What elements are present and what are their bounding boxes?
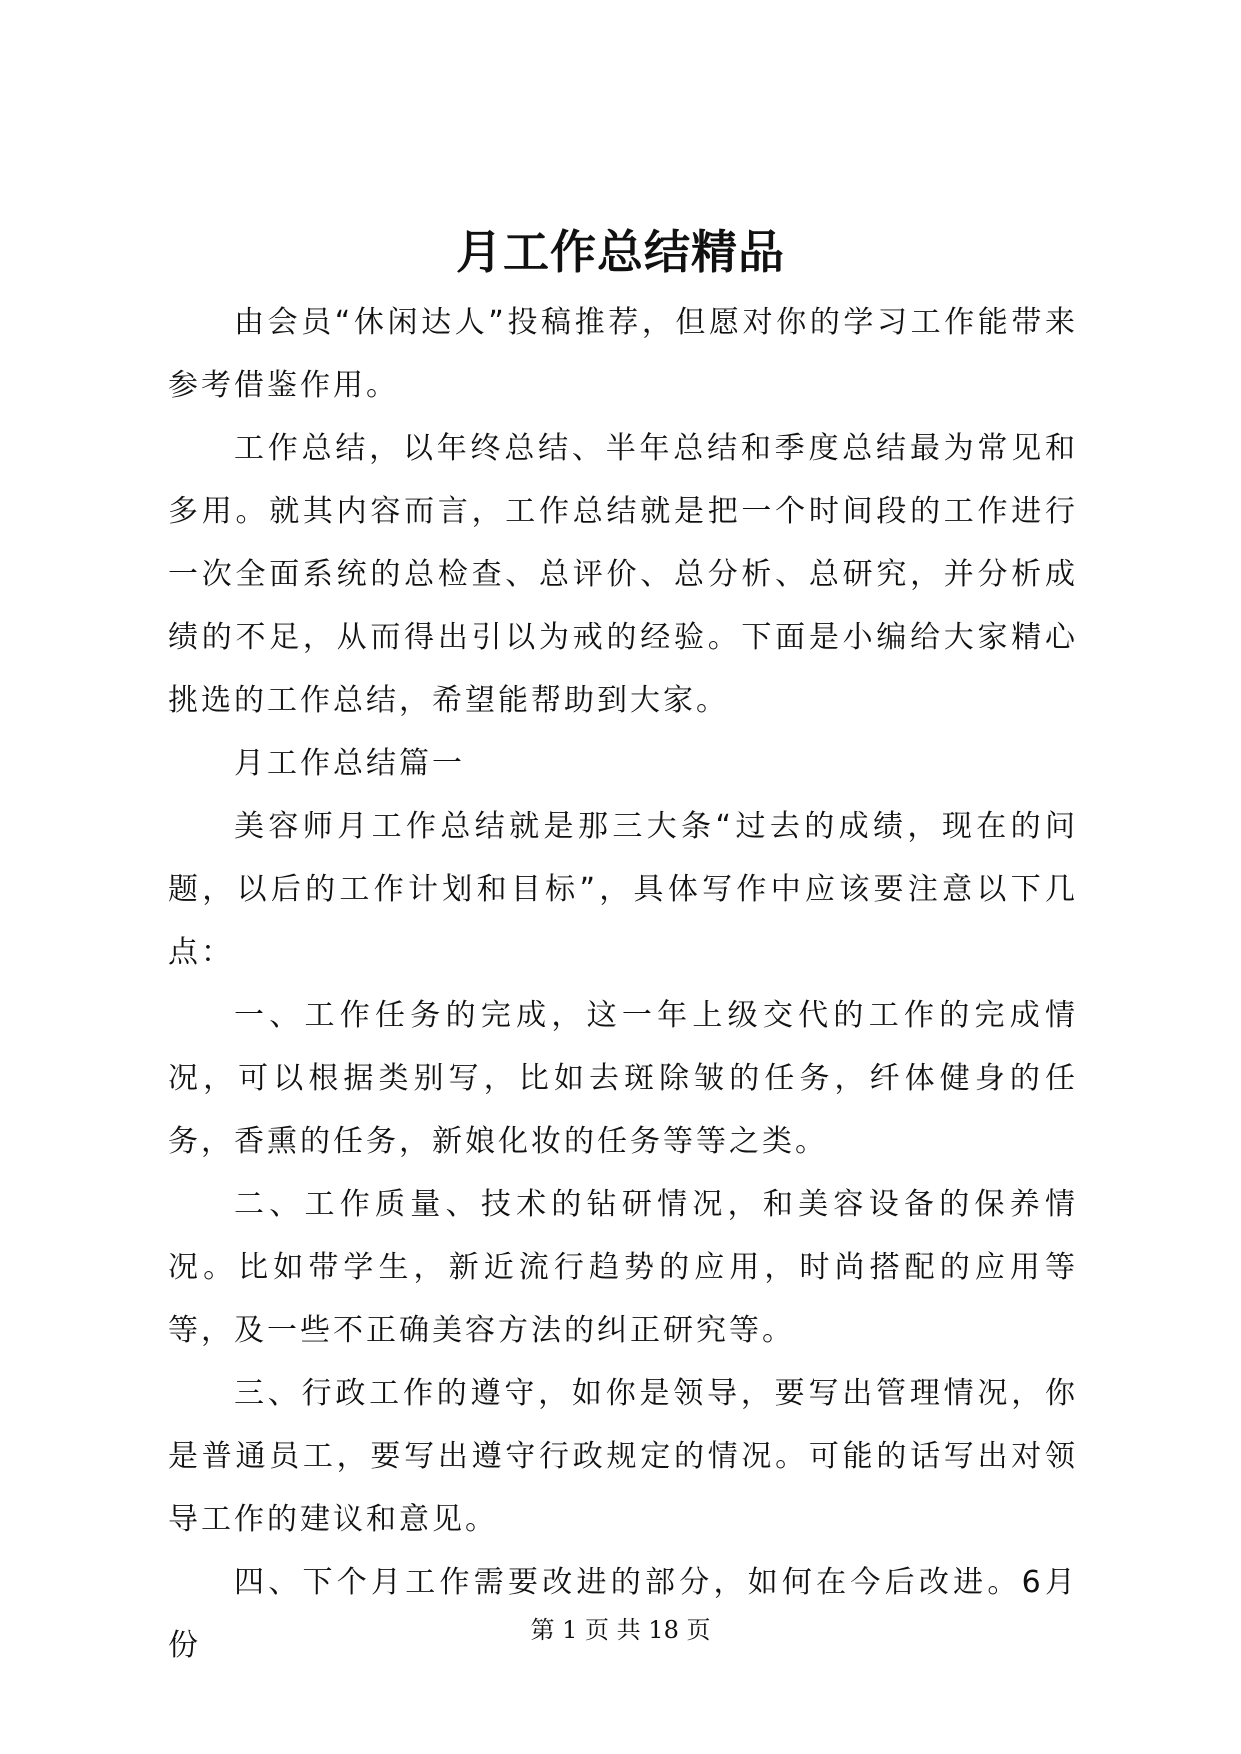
paragraph-point-4: 四、下个月工作需要改进的部分，如何在今后改进。6月份 <box>168 1565 1078 1663</box>
page-footer: 第 1 页 共 18 页 <box>530 1616 711 1644</box>
paragraph-intro: 由会员“休闲达人”投稿推荐，但愿对你的学习工作能带来参考借鉴作用。 <box>168 305 1078 403</box>
paragraph-point-1: 一、工作任务的完成，这一年上级交代的工作的完成情况，可以根据类别写，比如去斑除皱的任务，纤体健身的任务，香熏的任务，新娘化妆的任务等等之类。 <box>168 998 1078 1159</box>
document-body <box>168 291 1078 1677</box>
paragraph-point-2: 二、工作质量、技术的钻研情况，和美容设备的保养情况。比如带学生，新近流行趋势的应用，时尚搭配的应用等等，及一些不正确美容方法的纠正研究等。 <box>168 1187 1078 1348</box>
document-title: 月工作总结精品 <box>456 225 785 279</box>
section-heading: 月工作总结篇一 <box>234 746 465 781</box>
paragraph-summary: 美容师月工作总结就是那三大条“过去的成绩，现在的问题，以后的工作计划和目标”，具体写作中应该要注意以下几点： <box>168 809 1078 970</box>
paragraph-definition: 工作总结，以年终总结、半年总结和季度总结最为常见和多用。就其内容而言，工作总结就是把一个时间段的工作进行一次全面系统的总检查、总评价、总分析、总研究，并分析成绩的不足，从而得出引以为戒的经验。下面是小编给大家精心挑选的工作总结，希望能帮助到大家。 <box>168 431 1078 718</box>
paragraph-point-3: 三、行政工作的遵守，如你是领导，要写出管理情况，你是普通员工，要写出遵守行政规定的情况。可能的话写出对领导工作的建议和意见。 <box>168 1376 1078 1537</box>
